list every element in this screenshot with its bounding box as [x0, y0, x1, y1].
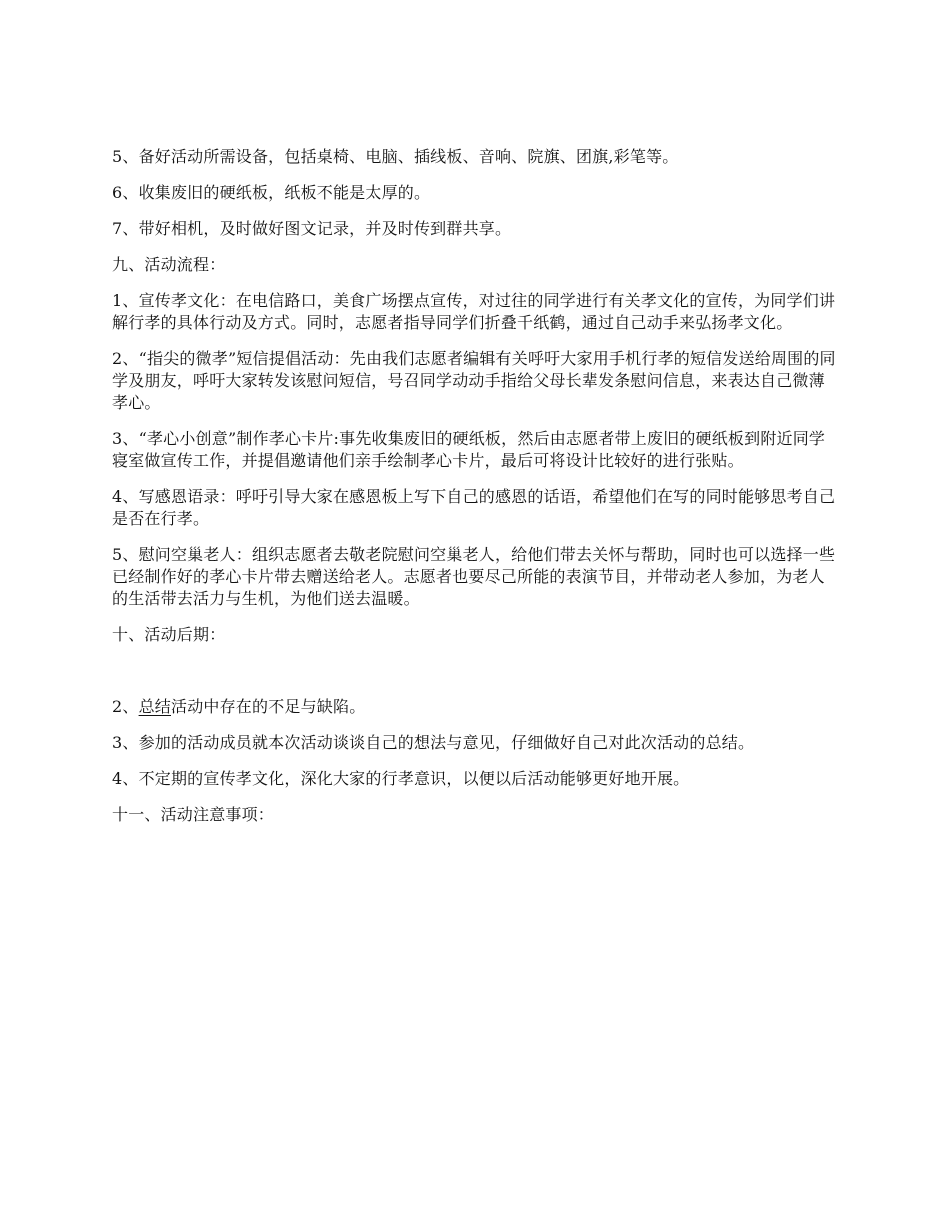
process-step-4: 4、写感恩语录：呼吁引导大家在感恩板上写下自己的感恩的话语，希望他们在写的同时能够思考自己是否在行孝。: [112, 487, 836, 528]
section-heading-11: 十一、活动注意事项：: [112, 805, 275, 824]
process-step-5: 5、慰问空巢老人：组织志愿者去敬老院慰问空巢老人，给他们带去关怀与帮助，同时也可以选择一些已经制作好的孝心卡片带去赠送给老人。志愿者也要尽己所能的表演节目，并带动老人参加，为老人的生活带去活力与生机，为他们送去温暖。: [112, 545, 836, 608]
prep-item-6: 6、收集废旧的硬纸板，纸板不能是太厚的。: [112, 183, 431, 202]
process-step-1: 1、宣传孝文化：在电信路口，美食广场摆点宣传，对过往的同学进行有关孝文化的宣传，为同学们讲解行孝的具体行动及方式。同时，志愿者指导同学们折叠千纸鹤，通过自己动手来弘扬孝文化。: [112, 291, 836, 332]
followup-item-2-prefix: 2、: [112, 697, 139, 716]
process-step-2: 2、“指尖的微孝”短信提倡活动：先由我们志愿者编辑有关呼吁大家用手机行孝的短信发送给周围的同学及朋友，呼吁大家转发该慰问短信，号召同学动动手指给父母长辈发条慰问信息，来表达自己微薄孝心。: [112, 349, 836, 412]
prep-item-7: 7、带好相机，及时做好图文记录，并及时传到群共享。: [112, 219, 512, 238]
prep-item-5: 5、备好活动所需设备，包括桌椅、电脑、插线板、音响、院旗、团旗,彩笔等。: [112, 147, 679, 166]
followup-item-2: [112, 696, 840, 718]
section-heading-10: 十、活动后期：: [112, 625, 226, 644]
process-step-3: 3、“孝心小创意”制作孝心卡片:事先收集废旧的硬纸板，然后由志愿者带上废旧的硬纸板到附近同学寝室做宣传工作，并提倡邀请他们亲手绘制孝心卡片，最后可将设计比较好的进行张贴。: [112, 429, 826, 470]
section-heading-9: 九、活动流程：: [112, 255, 226, 274]
followup-item-4: 4、不定期的宣传孝文化，深化大家的行孝意识，以便以后活动能够更好地开展。: [112, 769, 690, 788]
summary-link[interactable]: 总结: [138, 697, 171, 716]
document-body: [112, 146, 840, 840]
followup-item-2-rest: 活动中存在的不足与缺陷。: [171, 697, 366, 716]
followup-item-3: 3、参加的活动成员就本次活动谈谈自己的想法与意见，仔细做好自己对此次活动的总结。: [112, 733, 755, 752]
blank-gap: [112, 660, 840, 696]
